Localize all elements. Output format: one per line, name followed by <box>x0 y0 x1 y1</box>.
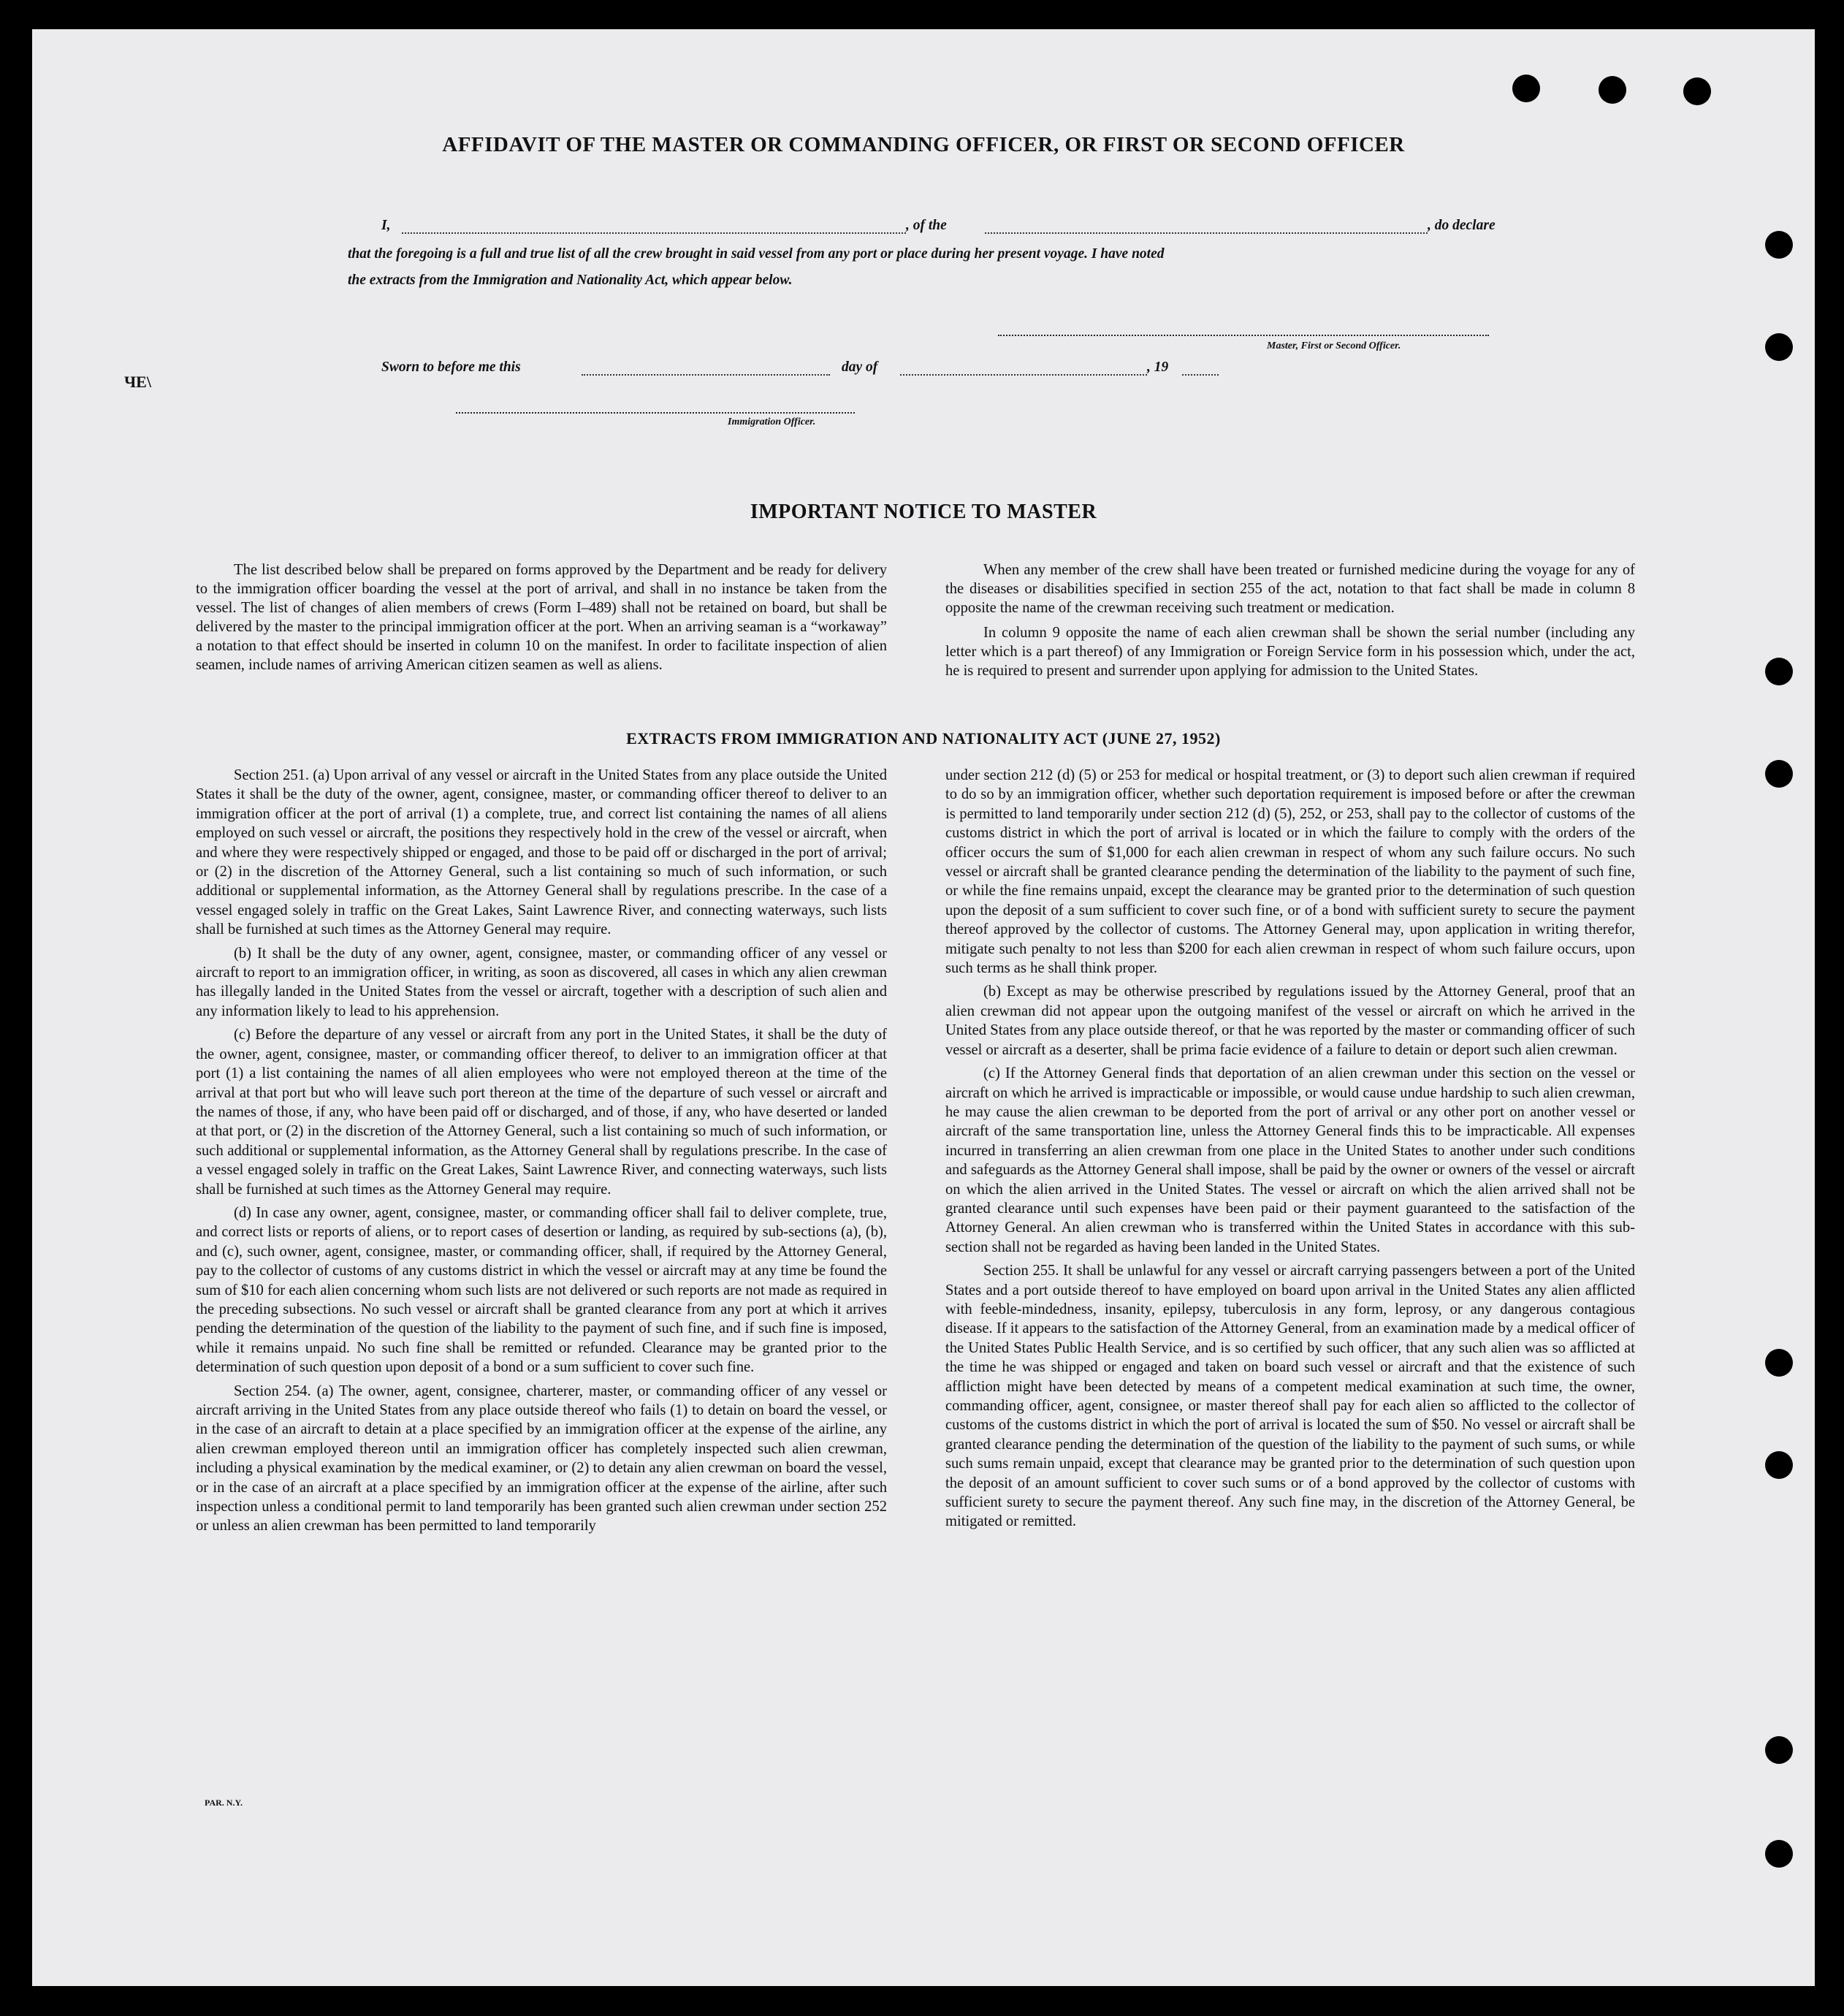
section-251-c: (c) Before the departure of any vessel or aircraft from any port in the United States, it shall be the duty of the owner, agent, consignee, master, or commanding officer thereof, to deliver to an immigration officer at that port (1) a list containing the names of all alien employees who were not employed thereon at the time of the arrival at that port but who will leave such port thereon at the time of the departure of such vessel or aircraft and the names of those, if any, who have been paid off or discharged, and of those, if any, who have deserted or landed at that port, or (2) in the discretion of the Attorney General, such a list containing so much of such information, or such additional or supplemental information, as the Attorney General shall by regulations prescribe. In the case of a vessel engaged solely in traffic on the Great Lakes, Saint Lawrence River, and connecting waterways, such lists shall be furnished at such times as the Attorney General may require. <box>196 1027 887 1198</box>
punch-hole <box>1765 760 1793 788</box>
sworn-month-blank <box>900 374 1147 376</box>
sworn-day-blank <box>582 374 830 376</box>
punch-hole <box>1765 1451 1793 1479</box>
officer-signature-line <box>456 412 855 414</box>
day-of-label: day of <box>842 360 878 375</box>
punch-hole <box>1599 76 1626 104</box>
i-label: I, <box>381 218 391 233</box>
section-254-a-continued: under section 212 (d) (5) or 253 for medical or hospital treatment, or (3) to deport such alien crewman if required to do so by an immigration officer, whether such deportation requirement is imposed before or after the crewman is permitted to land temporarily under section 212 (d) (5), 252, or 253, shall pay to the collector of customs of the customs district in which the port of arrival is located or in which the failure to comply with the orders of the officer occurs the sum of $1,000 for each alien crewman in respect of whom any such failure occurs. No such vessel or aircraft shall be granted clearance pending the determination of the liability to the payment of such fine, or while the fine remains unpaid, except the clearance may be granted prior to the determination of such question upon the deposit of a sum sufficient to cover such fine, or of a bond with sufficient surety to secure the payment thereof approved by the collector of customs. The Attorney General may, upon application in writing therefor, mitigate such penalty to not less than $200 for each alien crewman in respect of whom such failure occurs, upon such terms as he shall think proper. <box>945 767 1635 977</box>
statement-line-1: that the foregoing is a full and true list of all the crew brought in said vessel from any port or place during her present voyage. I have noted <box>348 246 1165 262</box>
punch-hole <box>1765 333 1793 361</box>
sworn-year-blank <box>1182 374 1219 376</box>
master-caption: Master, First or Second Officer. <box>1267 341 1401 351</box>
punch-hole <box>1765 231 1793 259</box>
do-declare-label: , do declare <box>1428 218 1496 233</box>
vessel-blank <box>985 232 1428 234</box>
section-254-c: (c) If the Attorney General finds that deportation of an alien crewman under this section on the vessel or aircraft on which he arrived is impracticable or impossible, or would cause undue hardship to such alien crewman, he may cause the alien crewman to be deported from the port of arrival or any other port on another vessel or aircraft of the same transportation line, unless the Attorney General finds this to be impracticable. All expenses incurred in transferring an alien crewman from one place in the United States to another under such conditions and safeguards as the Attorney General shall impose, shall be paid by the owner or owners of the vessel or aircraft on which the alien arrived in the United States. The vessel or aircraft on which the alien arrived shall not be granted clearance until such expenses have been paid or their payment guaranteed to the satisfaction of the Attorney General. An alien crewman who is transferred within the United States in accordance with this sub-section shall not be regarded as having been landed in the United States. <box>945 1065 1635 1255</box>
officer-caption: Immigration Officer. <box>728 416 816 427</box>
extracts-left-column <box>196 766 887 1540</box>
section-254-a: Section 254. (a) The owner, agent, consignee, charterer, master, or commanding officer of any vessel or aircraft arriving in the United States from any place outside thereof who fails (1) to detain on board the vessel, or in the case of an aircraft to detain at a place specified by an immigration officer at the expense of the airline, any alien crewman employed thereon until an immigration officer has completely inspected such alien crewman, including a physical examination by the medical examiner, or (2) to detain any alien crewman on board the vessel, or in the case of an aircraft at a place specified by an immigration officer at the expense of the airline, after such inspection unless a conditional permit to land temporarily has been granted such alien crewman under section 252 or unless an alien crewman has been permitted to land temporarily <box>196 1382 887 1534</box>
notice-right <box>945 560 1635 685</box>
notice-right-paragraph-1: When any member of the crew shall have been treated or furnished medicine during the voyage for any of the diseases or disabilities specified in section 255 of the act, notation to that fact shall be made in column 8 opposite the name of the crewman receiving such treatment or medication. <box>945 562 1635 616</box>
punch-hole <box>1683 77 1711 105</box>
section-254-b: (b) Except as may be otherwise prescribed by regulations issued by the Attorney General, proof that an alien crewman did not appear upon the outgoing manifest of the vessel or aircraft on which he arrived in the United States from any place outside thereof, or that he was reported by the master or commanding officer of such vessel or aircraft as a deserter, shall be prima facie evidence of a failure to detain or deport such alien crewman. <box>945 984 1635 1058</box>
punch-hole <box>1765 1736 1793 1764</box>
sworn-label: Sworn to before me this <box>381 360 521 375</box>
section-251-d: (d) In case any owner, agent, consignee, master, or commanding officer shall fail to deliver complete, true, and correct lists or reports of aliens, or to report cases of desertion or landing, as required by sub-sections (a), (b), and (c), such owner, agent, consignee, master, or commanding officer, shall, if required by the Attorney General, pay to the collector of customs of any customs district in which the vessel or aircraft may at any time be found the sum of $10 for each alien concerning whom such lists are not delivered or such reports are not made as required in the preceding subsections. No such vessel or aircraft shall be granted clearance from any port at which it arrives pending the determination of the question of the liability to the payment of such fine, and if such fine is imposed, while it remains unpaid. No such fine shall be remitted or refunded. Clearance may be granted prior to the determination of such question upon deposit of a bond or a sum sufficient to cover such fine. <box>196 1204 887 1376</box>
notice-left <box>196 560 887 679</box>
master-signature-line <box>998 335 1489 336</box>
notice-right-paragraph-2: In column 9 opposite the name of each alien crewman shall be shown the serial number (including any letter which is a part thereof) of any Immigration or Foreign Service form in his possession which, under the act, he is required to present and surrender upon applying for admission to the United States. <box>945 625 1635 679</box>
extracts-right-column <box>945 766 1635 1536</box>
section-251-b: (b) It shall be the duty of any owner, agent, consignee, master, or commanding officer of any vessel or aircraft to report to an immigration officer, in writing, as soon as discovered, all cases in which any alien crewman has illegally landed in the United States from the vessel or aircraft, together with a description of such alien and any information likely to lead to his apprehension. <box>196 945 887 1019</box>
section-255: Section 255. It shall be unlawful for any vessel or aircraft carrying passengers between a port of the United States and a port outside thereof to have employed on board upon arrival in the United States any alien afflicted with feeble-mindedness, insanity, epilepsy, tuberculosis in any form, leprosy, or any dangerous contagious disease. If it appears to the satisfaction of the Attorney General, from an examination made by a medical officer of the United States Public Health Service, and is so certified by such officer, that any such alien was so afflicted at the time he was shipped or engaged and taken on board such vessel or aircraft and that the existence of such affliction might have been detected by means of a competent medical examination at such time, the owner, commanding officer, agent, consignee, or master thereof shall pay for each alien so afflicted to the collector of customs of the customs district in which the port of arrival is located the sum of $50. No vessel or aircraft shall be granted clearance pending the determination of the question of the liability to the payment of such sums, or while such sums remain unpaid, except that clearance may be granted prior to the determination of such question upon the deposit of an amount sufficient to cover such sums or of a bond approved by the collector of customs with sufficient surety to secure the payment thereof. Any such fine may, in the discretion of the Attorney General, be mitigated or remitted. <box>945 1263 1635 1530</box>
name-blank <box>402 232 906 234</box>
affidavit-title: AFFIDAVIT OF THE MASTER OR COMMANDING OFFICER, OR FIRST OR SECOND OFFICER <box>442 133 1405 156</box>
punch-hole <box>1765 1840 1793 1868</box>
margin-mark: ЧЕ\ <box>124 373 151 391</box>
punch-hole <box>1765 1349 1793 1377</box>
printer-mark: PAR. N.Y. <box>205 1798 243 1808</box>
of-the-label: , of the <box>906 218 947 233</box>
document-page <box>32 29 1815 1986</box>
extracts-title: EXTRACTS FROM IMMIGRATION AND NATIONALITY ACT (JUNE 27, 1952) <box>626 729 1221 748</box>
punch-hole <box>1512 75 1540 102</box>
statement-line-2: the extracts from the Immigration and Nationality Act, which appear below. <box>348 273 793 288</box>
notice-left-paragraph: The list described below shall be prepared on forms approved by the Department and be ready for delivery to the immigration officer boarding the vessel at the port of arrival, and shall in no instance be taken from the vessel. The list of changes of alien members of crews (Form I–489) shall not be retained on board, but shall be delivered by the master to the principal immigration officer at the port. When an arriving seaman is a “workaway” a notation to that effect should be inserted in column 10 on the manifest. In order to facilitate inspection of alien seamen, include names of arriving American citizen seamen as well as aliens. <box>196 562 887 673</box>
year-label: , 19 <box>1147 360 1169 375</box>
section-251-a: Section 251. (a) Upon arrival of any vessel or aircraft in the United States from any place outside the United States it shall be the duty of the owner, agent, consignee, master, or commanding officer thereof to deliver to an immigration officer at the port of arrival (1) a complete, true, and correct list containing the names of all aliens employed on such vessel or aircraft, the positions they respectively hold in the crew of the vessel or aircraft, when and where they were respectively shipped or engaged, and those to be paid off or discharged in the port of arrival; or (2) in the discretion of the Attorney General, such a list containing so much of such information, or such additional or supplemental information, as the Attorney General shall by regulations prescribe. In the case of a vessel engaged solely in traffic on the Great Lakes, Saint Lawrence River, and connecting waterways, such lists shall be furnished at such times as the Attorney General may require. <box>196 767 887 938</box>
notice-title: IMPORTANT NOTICE TO MASTER <box>750 501 1097 523</box>
punch-hole <box>1765 658 1793 685</box>
